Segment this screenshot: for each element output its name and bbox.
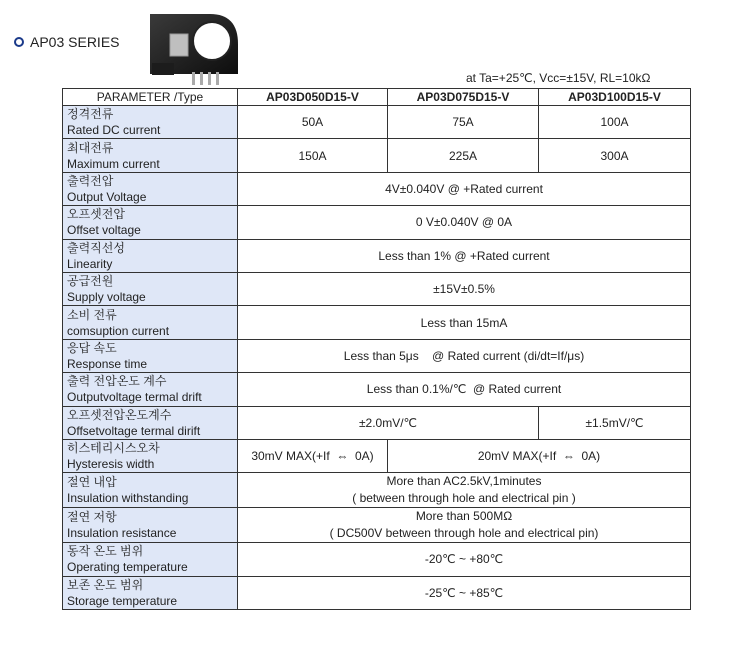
value-cell: 225A — [388, 139, 539, 172]
value-cell: More than 500MΩ ( DC500V between through hole and electrical pin) — [238, 508, 691, 543]
row-offset-voltage — [63, 206, 691, 239]
param-cell: 최대전류 Maximum current — [63, 139, 238, 172]
value-cell: -20℃ ~ +80℃ — [238, 543, 691, 576]
value-cell: 0 V±0.040V @ 0A — [238, 206, 691, 239]
current-sensor-product-photo — [140, 8, 245, 86]
row-hysteresis-width — [63, 439, 691, 472]
row-maximum-current — [63, 139, 691, 172]
test-conditions: at Ta=+25℃, Vcc=±15V, RL=10kΩ — [466, 71, 651, 85]
row-output-voltage — [63, 172, 691, 205]
value-cell: 50A — [238, 106, 388, 139]
spec-table — [62, 88, 691, 610]
value-cell: More than AC2.5kV,1minutes ( between through hole and electrical pin ) — [238, 473, 691, 508]
param-cell: 정격전류 Rated DC current — [63, 106, 238, 139]
param-cell: 응답 속도 Response time — [63, 339, 238, 372]
row-offset-thermal-drift — [63, 406, 691, 439]
row-linearity — [63, 239, 691, 272]
value-cell: -25℃ ~ +85℃ — [238, 576, 691, 609]
row-rated-current — [63, 106, 691, 139]
param-cell: 히스테리시스오차 Hysteresis width — [63, 439, 238, 472]
param-cell: 오프셋전압온도계수 Offsetvoltage termal dirift — [63, 406, 238, 439]
param-cell: 출력직선성 Linearity — [63, 239, 238, 272]
value-cell: 75A — [388, 106, 539, 139]
value-cell: ±2.0mV/℃ — [238, 406, 539, 439]
header-ap03d075: AP03D075D15-V — [388, 89, 539, 106]
ring-bullet-icon — [14, 37, 24, 47]
value-cell: 4V±0.040V @ +Rated current — [238, 172, 691, 205]
row-response-time — [63, 339, 691, 372]
param-cell: 소비 전류 comsuption current — [63, 306, 238, 339]
value-cell: Less than 0.1%/℃ @ Rated current — [238, 373, 691, 406]
header-parameter: PARAMETER /Type — [63, 89, 238, 106]
row-supply-voltage — [63, 272, 691, 305]
param-cell: 출력 전압온도 계수 Outputvoltage termal drift — [63, 373, 238, 406]
value-cell: 20mV MAX(+If ⇔ 0A) — [388, 439, 691, 472]
param-cell: 오프셋전압 Offset voltage — [63, 206, 238, 239]
value-cell: 150A — [238, 139, 388, 172]
row-insulation-withstanding — [63, 473, 691, 508]
row-consumption-current — [63, 306, 691, 339]
value-cell: ±15V±0.5% — [238, 272, 691, 305]
table-header-row — [63, 89, 691, 106]
row-storage-temperature — [63, 576, 691, 609]
row-operating-temperature — [63, 543, 691, 576]
value-cell: Less than 1% @ +Rated current — [238, 239, 691, 272]
value-cell: 100A — [539, 106, 691, 139]
value-cell: 30mV MAX(+If ⇔ 0A) — [238, 439, 388, 472]
value-cell: Less than 15mA — [238, 306, 691, 339]
row-insulation-resistance — [63, 508, 691, 543]
value-cell: 300A — [539, 139, 691, 172]
param-cell: 공급전원 Supply voltage — [63, 272, 238, 305]
row-output-thermal-drift — [63, 373, 691, 406]
param-cell: 절연 내압 Insulation withstanding — [63, 473, 238, 508]
header-ap03d050: AP03D050D15-V — [238, 89, 388, 106]
value-cell: ±1.5mV/℃ — [539, 406, 691, 439]
param-cell: 동작 온도 범위 Operating temperature — [63, 543, 238, 576]
header-ap03d100: AP03D100D15-V — [539, 89, 691, 106]
param-cell: 출력전압 Output Voltage — [63, 172, 238, 205]
value-cell: Less than 5μs @ Rated current (di/dt=If/μs) — [238, 339, 691, 372]
series-title — [14, 34, 120, 50]
param-cell: 보존 온도 범위 Storage temperature — [63, 576, 238, 609]
param-cell: 절연 저항 Insulation resistance — [63, 508, 238, 543]
series-title-text: AP03 SERIES — [30, 34, 120, 50]
